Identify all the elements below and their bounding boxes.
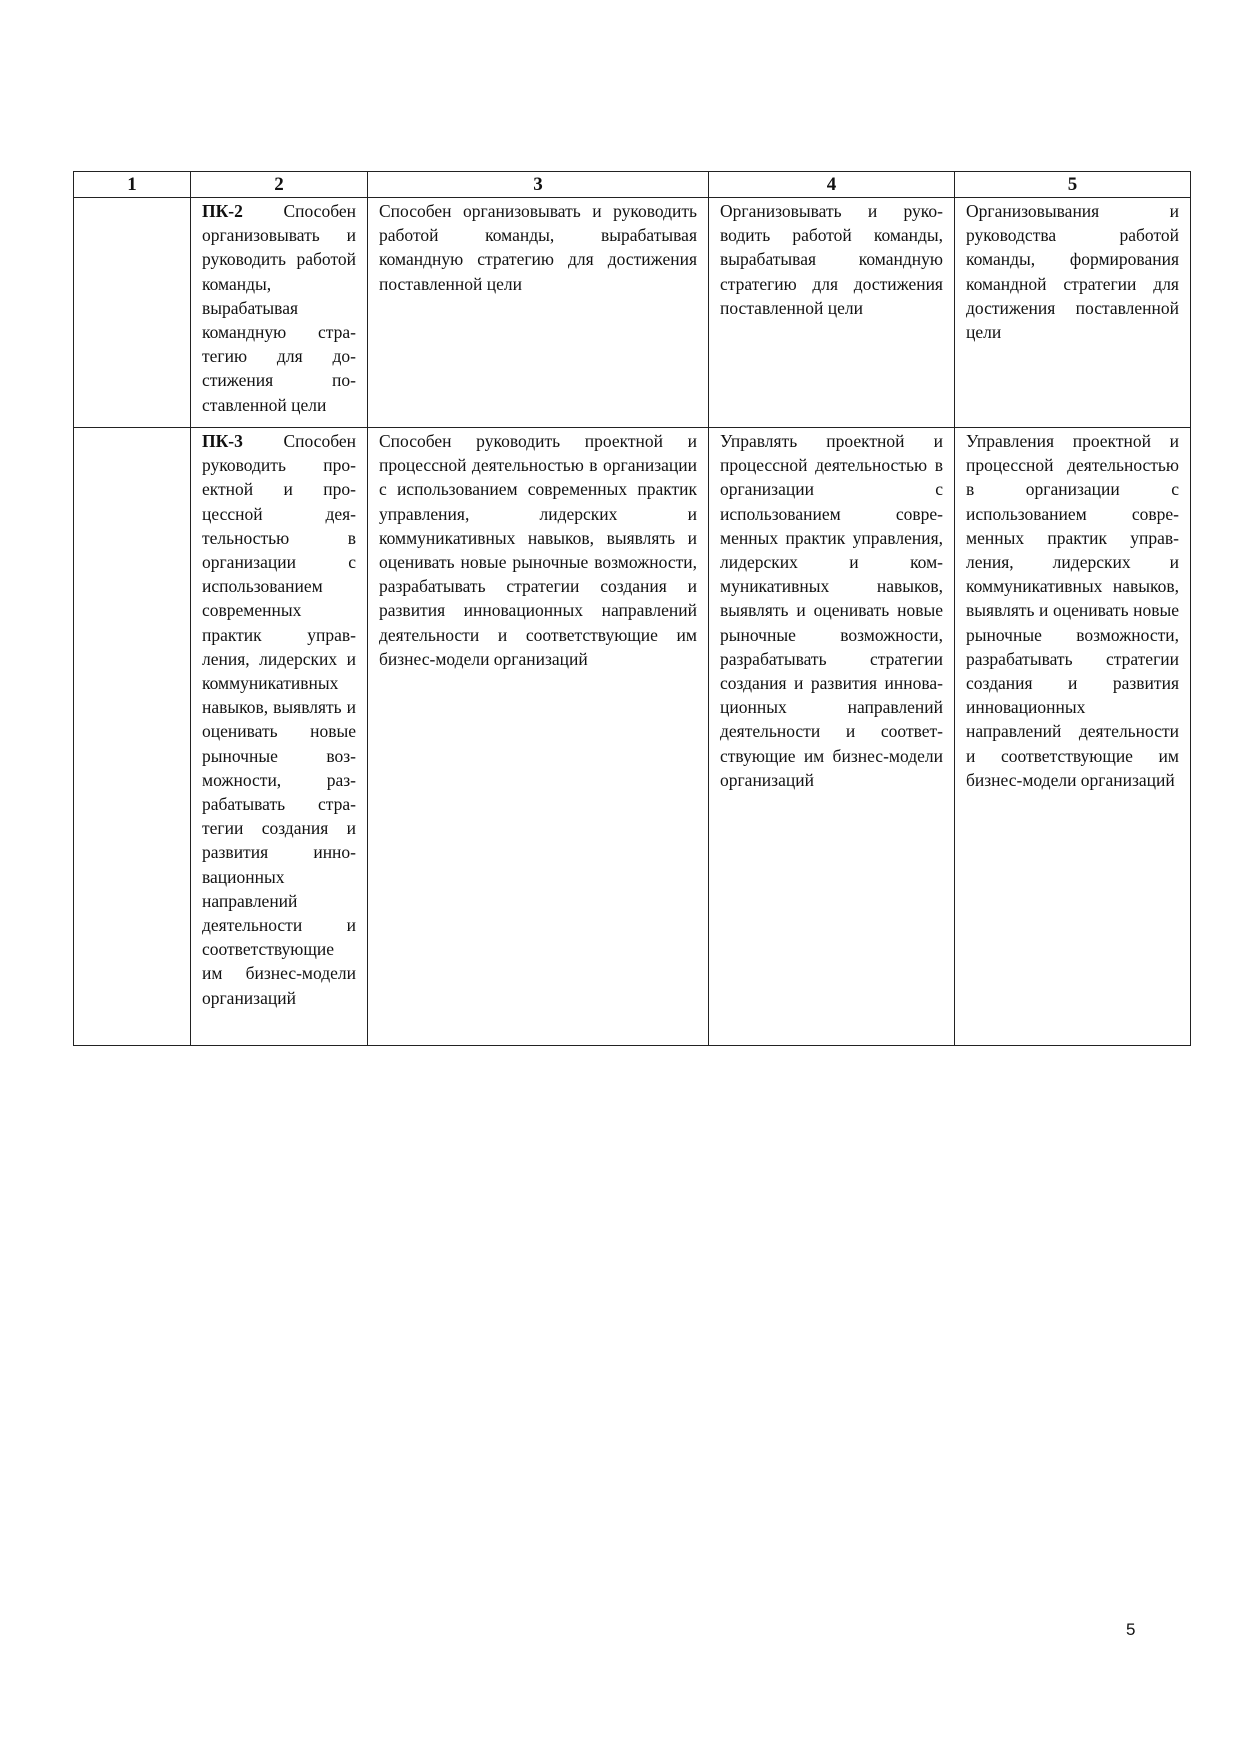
cell-text: Организовывать и руководить работой команды, вырабатывая командную стратегию для достижения поставленной цели [720,201,943,318]
competency-code: ПК-3 [202,431,243,451]
row-1-col-3 [368,198,709,428]
competency-table [73,171,1191,1046]
row-2-col-4 [709,428,955,1046]
row-2-col-5 [955,428,1191,1046]
page-number: 5 [1126,1620,1136,1639]
row-2-col-1 [74,428,191,1046]
competency-code: ПК-2 [202,201,243,221]
header-col-2: 2 [191,172,368,198]
cell-text: Управления проектной и процессной деятельностью в организации с использованием современных практик управления, лидерских и коммуникативных навыков, выявлять и оценивать новые рыночные возможности, разрабатывать стратегии создания и развития инновационных направлений деятельности и соответствующие им бизнес-модели организаций [966,431,1179,790]
row-1-col-2 [191,198,368,428]
table-row [74,198,1191,428]
cell-text: Управлять проектной и процессной деятельностью в организации с использованием современных практик управления, лидерских и коммуникативных навыков, выявлять и оценивать новые рыночные возможности, разрабатывать стратегии создания и развития инновационных направлений деятельности и соответствующие им бизнес-модели организаций [720,431,943,790]
cell-text: Организовывания и руководства работой команды, формирования командной стратегии для достижения поставленной цели [966,201,1179,343]
table-row [74,428,1191,1046]
row-1-col-1 [74,198,191,428]
row-1-col-4 [709,198,955,428]
header-col-3: 3 [368,172,709,198]
header-col-1: 1 [74,172,191,198]
header-col-4: 4 [709,172,955,198]
cell-text: Способен руководить проектной и процессной деятельностью в организации с использованием современных практик управления, лидерских и коммуникативных навыков, выявлять и оценивать новые рыночные возможности, разрабатывать стратегии создания и развития инновационных направлений деятельности и соответствующие им бизнес-модели организаций [379,431,697,669]
header-row [74,172,1191,198]
header-col-5: 5 [955,172,1191,198]
competency-description: Способен руководить проектной и процессной деятельностью в организации с использованием современных практик управления, лидерских и коммуникативных навыков, выявлять и оценивать новые рыночные возможности, разрабатывать стратегии создания и развития инновационных направлений деятельности и соответствующие им бизнес-модели организаций [202,431,356,1008]
row-2-col-2 [191,428,368,1046]
competency-description: Способен организовывать и руководить работой команды, вырабатывая командную стратегию для достижения поставленной цели [202,201,356,415]
row-1-col-5 [955,198,1191,428]
row-2-col-3 [368,428,709,1046]
cell-text: Способен организовывать и руководить работой команды, вырабатывая командную стратегию для достижения поставленной цели [379,201,697,294]
